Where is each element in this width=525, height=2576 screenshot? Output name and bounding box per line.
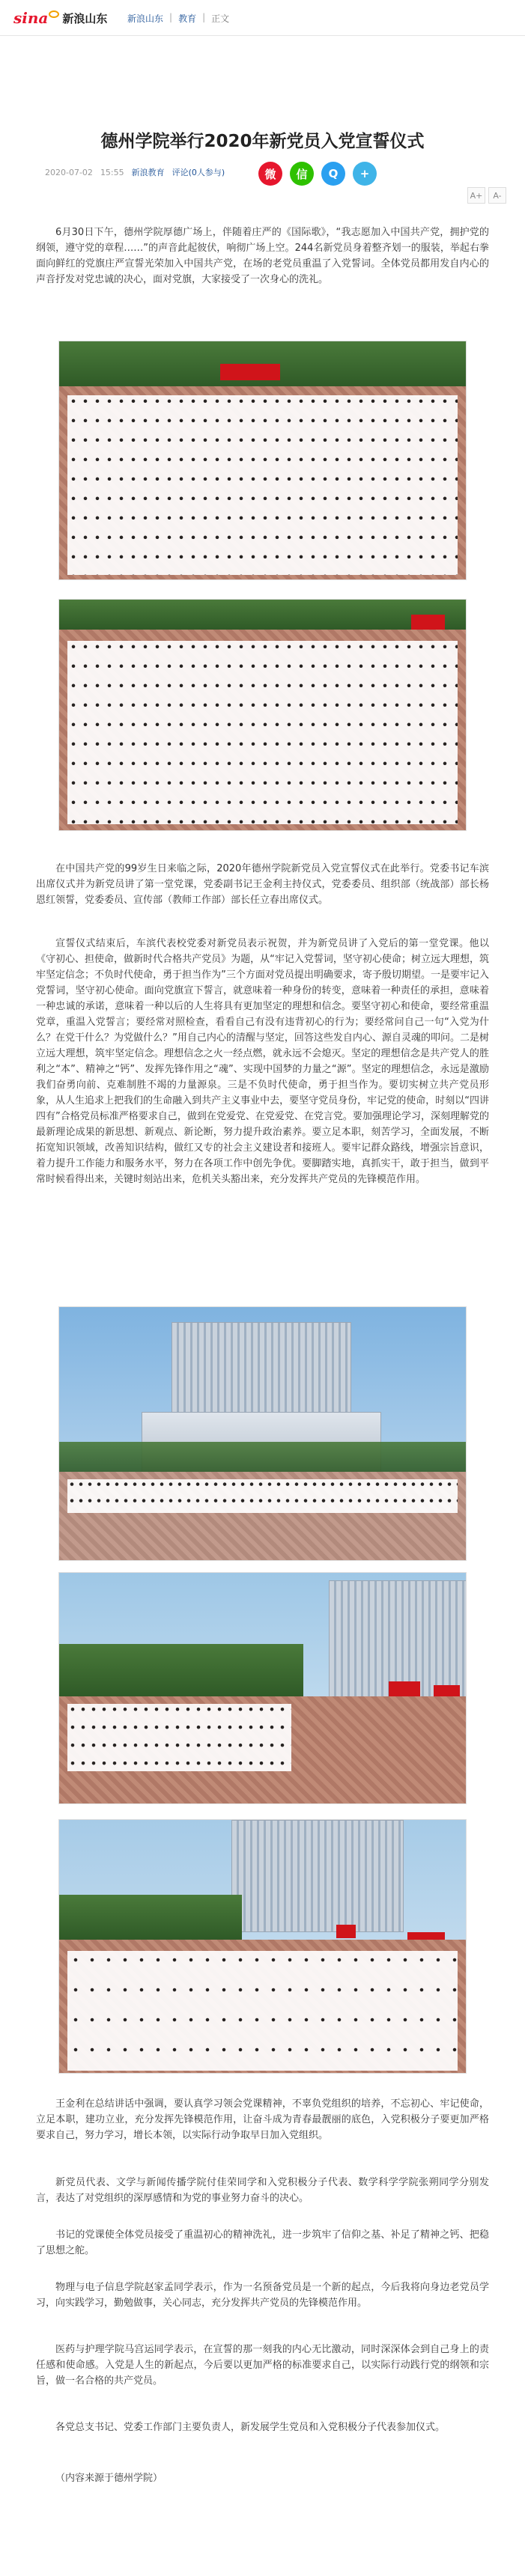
- publish-date: 2020-07-02: [45, 167, 93, 177]
- breadcrumb-item-education[interactable]: 教育: [178, 13, 197, 24]
- font-size-controls: [467, 187, 506, 204]
- article-source-note: （内容来源于德州学院）: [55, 2473, 163, 2484]
- article-paragraph: 医药与护理学院马宫运同学表示，在宣誓的那一刻我的内心无比激动，同时深深体会到自己身上的责任感和使命感。入党是人生的新起点，今后要以更加严格的标准要求自己，以实际行动践行党的纲领和宗旨，做一名合格的共产党员。: [36, 2344, 489, 2387]
- article-photo-ceremony-oath: [58, 599, 467, 831]
- comment-count-link[interactable]: 评论(0人参与): [172, 168, 225, 177]
- article-paragraph: 物理与电子信息学院赵家孟同学表示，作为一名预备党员是一个新的起点，今后我将向身边老党员学习，向实践学习，勤勉做事，关心同志，充分发挥共产党员的先锋模范作用。: [36, 2282, 489, 2309]
- photo-crowd: [67, 1951, 458, 2071]
- sina-eye-icon: [49, 10, 59, 18]
- weibo-share-icon[interactable]: 微: [258, 162, 282, 186]
- breadcrumb: [127, 12, 229, 25]
- top-navigation-bar: [0, 0, 525, 36]
- article-paragraph: 书记的党课使全体党员接受了重温初心的精神洗礼，进一步筑牢了信仰之基、补足了精神之钙、把稳了思想之舵。: [36, 2229, 489, 2256]
- article-title: 德州学院举行2020年新党员入党宣誓仪式: [100, 132, 425, 151]
- publish-time: 15:55: [100, 167, 124, 177]
- breadcrumb-item-sina-shandong[interactable]: 新浪山东: [127, 13, 164, 24]
- article-paragraph: 6月30日下午，德州学院厚德广场上，伴随着庄严的《国际歌》，“我志愿加入中国共产党，拥护党的纲领，遵守党的章程……”的声音此起彼伏，响彻广场上空。244名新党员身着整齐划一的服装，举起右拳面向鲜红的党旗庄严宣誓光荣加入中国共产党，在场的老党员重温了入党誓词。全体党员都用发自内心的声音抒发对党忠诚的决心，面对党旗，大家接受了一次身心的洗礼。: [36, 227, 489, 285]
- wechat-share-icon[interactable]: 信: [290, 162, 314, 186]
- qzone-share-icon[interactable]: Q: [321, 162, 345, 186]
- photo-crowd: [67, 395, 458, 575]
- article-photo-ceremony-formation: [58, 341, 467, 580]
- photo-crowd: [67, 1704, 291, 1771]
- breadcrumb-item-current: 正文: [211, 13, 230, 24]
- sina-logo[interactable]: [13, 9, 107, 27]
- photo-crowd: [67, 641, 458, 824]
- article-photo-campus-building: [58, 1306, 467, 1561]
- article-paragraph: 王金利在总结讲话中强调，要认真学习领会党课精神，不辜负党组织的培养，不忘初心、牢记使命，立足本职，建功立业，充分发挥先锋模范作用，让奋斗成为青春最靓丽的底色，入党积极分子要更加严格要求自己，努力学习，增长本领，以实际行动争取早日加入党组织。: [36, 2098, 489, 2141]
- more-share-icon[interactable]: +: [353, 162, 377, 186]
- site-region-label: 新浪山东: [62, 11, 108, 25]
- sina-logo-text: sina: [13, 9, 49, 27]
- article-photo-close-formation: [58, 1819, 467, 2074]
- photo-crowd: [67, 1479, 458, 1513]
- article-meta: [45, 166, 225, 178]
- breadcrumb-separator: |: [202, 12, 206, 22]
- breadcrumb-separator: |: [169, 12, 173, 22]
- article-paragraph: 宣誓仪式结束后，车滨代表校党委对新党员表示祝贺，并为新党员讲了入党后的第一堂党课。他以《守初心、担使命，做新时代合格共产党员》为题，从“牢记入党誓词，坚守初心使命；树立远大理想，筑牢坚定信念；不负时代使命，勇于担当作为”三个方面对党员提出明确要求，寄予殷切期望。一是要牢记入党誓词，坚守初心使命。面向党旗宣下誓言，就意味着一种身份的转变，意味着一种责任的承担，意味着一种忠诚的承诺，意味着一种以后的人生将具有更加坚定的理想和信念。要坚守初心和使命，要经常重温党章，重温入党誓言；要经常对照检查，看看自己有没有违背初心的行为；要经常问自己一句“入党为什么？在党干什么？为党做什么？”用自己内心的清醒与坚定，回答这些发自内心、源自灵魂的叩问。二是树立远大理想，筑牢坚定信念。理想信念之火一经点燃，就永远不会熄灭。坚定的理想信念是共产党人的胜利之“本”、精神之“钙”、发挥先锋作用之“魂”、实现中国梦的力量之“源”。坚定的理想信念，永远是激励我们奋勇向前、克难制胜不竭的力量源泉。三是不负时代使命，勇于担当作为。要切实树立共产党员形象，从人生追求上把我们的生命融入到共产主义事业中去，要坚守党员身份，牢记党的使命，时刻以“四讲四有”合格党员标准严格要求自己，做到在党爱党、在党爱党、在党言党。要加强理论学习，深刻理解党的最新理论成果的新思想、新观点、新论断，努力提升政治素养。要立足本职，刻苦学习，全面发展，不断拓宽知识领域，改善知识结构，做红又专的社会主义建设者和接班人。要牢记群众路线，增强宗旨意识，着力提升工作能力和服务水平，努力在各项工作中创先争优。要脚踏实地，真抓实干，敢于担当，做到平常时候看得出来，关键时刻站出来，危机关头豁出来，充分发挥共产党员的先锋模范作用。: [36, 938, 489, 1185]
- article-paragraph: 新党员代表、文学与新闻传播学院付佳荣同学和入党积极分子代表、数学科学学院张朔同学分别发言，表达了对党组织的深厚感情和为党的事业努力奋斗的决心。: [36, 2177, 489, 2204]
- article-photo-flag-formation: [58, 1572, 467, 1804]
- article-source[interactable]: 新浪教育: [131, 168, 165, 177]
- article-paragraph: 各党总支书记、党委工作部门主要负责人，新发展学生党员和入党积极分子代表参加仪式。: [55, 2422, 446, 2433]
- share-buttons: [258, 162, 377, 186]
- font-larger-button[interactable]: A+: [467, 187, 485, 204]
- font-smaller-button[interactable]: A-: [488, 187, 506, 204]
- article-paragraph: 在中国共产党的99岁生日来临之际，2020年德州学院新党员入党宣誓仪式在此举行。党委书记车滨出席仪式并为新党员讲了第一堂党课，党委副书记王金利主持仪式，党委委员、组织部（统战部）部长杨恩红领誓，党委委员、宣传部（教师工作部）部长任立春出席仪式。: [36, 863, 489, 906]
